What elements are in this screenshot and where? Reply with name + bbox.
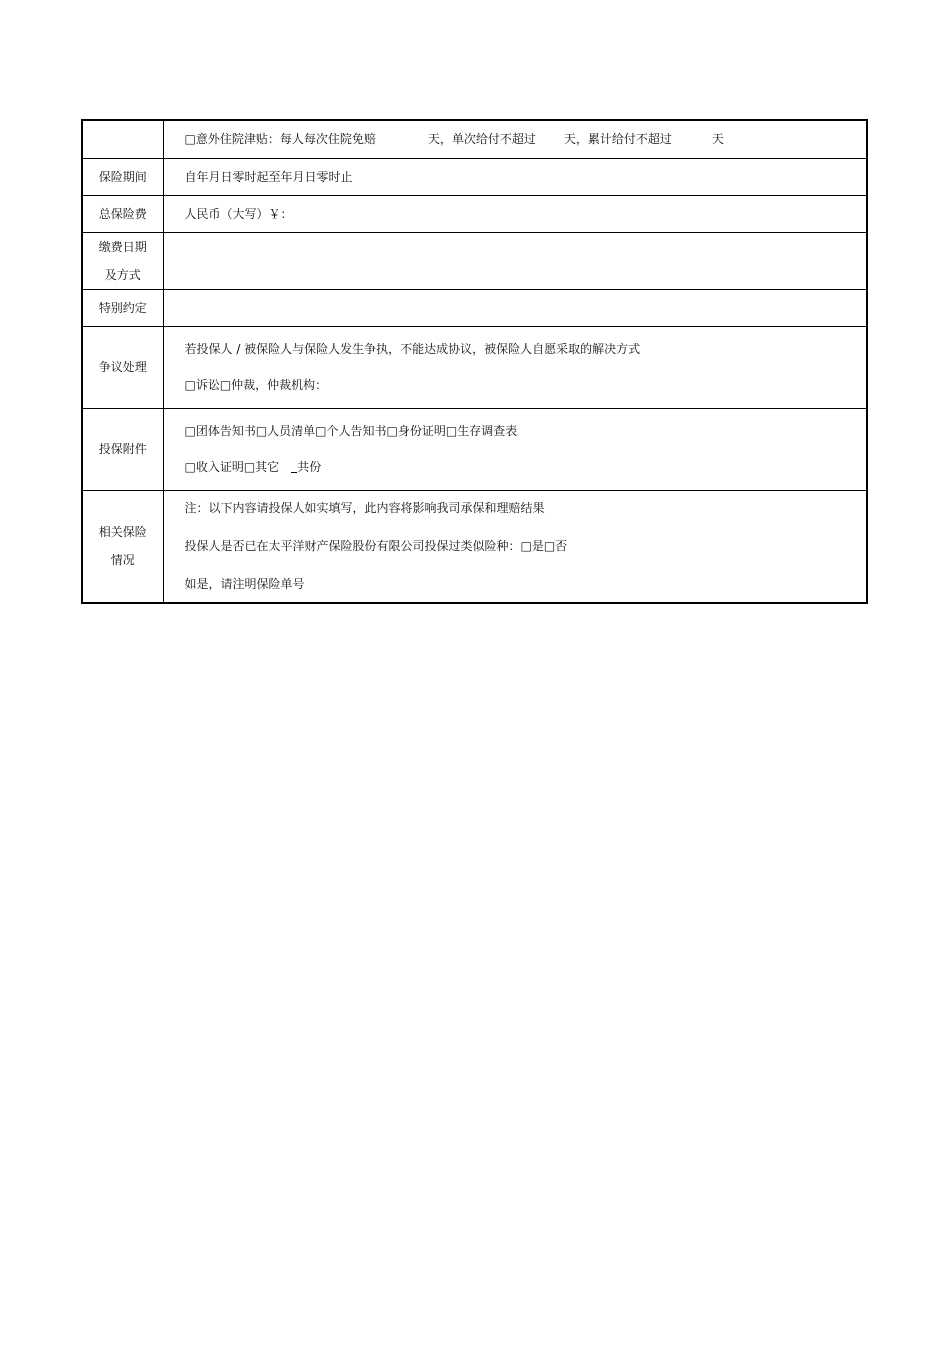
hospital-part4: 天 bbox=[711, 132, 724, 147]
row-hospital-allowance bbox=[82, 120, 867, 158]
special-label: 特别约定 bbox=[82, 289, 163, 326]
payment-label-line1: 缴费日期 bbox=[98, 239, 147, 254]
row-related-insurance bbox=[82, 490, 867, 603]
row-payment-date-method bbox=[82, 232, 867, 289]
attachments-label: 投保附件 bbox=[82, 408, 163, 490]
hospital-label bbox=[82, 120, 163, 158]
dispute-label: 争议处理 bbox=[82, 326, 163, 408]
hospital-line bbox=[185, 133, 859, 145]
dispute-line1: 若投保人 / 被保险人与保险人发生争执，不能达成协议，被保险人自愿采取的解决方式 bbox=[184, 342, 641, 356]
attachments-line2-copies: 共份 bbox=[297, 460, 322, 474]
insurance-application-form bbox=[81, 119, 868, 604]
related-label-line2: 情况 bbox=[110, 553, 135, 568]
premium-content[interactable]: 人民币（大写）￥： bbox=[163, 195, 867, 232]
dispute-line2[interactable]: □诉讼□仲裁，仲裁机构： bbox=[184, 378, 328, 392]
payment-label bbox=[82, 232, 163, 289]
related-line1: 注：以下内容请投保人如实填写，此内容将影响我司承保和理赔结果 bbox=[184, 501, 545, 516]
hospital-part2: 天，单次给付不超过 bbox=[427, 132, 536, 147]
period-label: 保险期间 bbox=[82, 158, 163, 195]
period-content[interactable]: 自年月日零时起至年月日零时止 bbox=[163, 158, 867, 195]
attachments-line2 bbox=[185, 461, 859, 473]
premium-label: 总保险费 bbox=[82, 195, 163, 232]
related-line3[interactable]: 如是，请注明保险单号 bbox=[184, 577, 305, 592]
related-label-line1: 相关保险 bbox=[98, 525, 147, 540]
hospital-part3: 天，累计给付不超过 bbox=[563, 132, 672, 147]
row-application-attachments bbox=[82, 408, 867, 490]
attachments-content bbox=[163, 408, 867, 490]
row-insurance-period bbox=[82, 158, 867, 195]
hospital-part1: □意外住院津贴：每人每次住院免赔 bbox=[184, 132, 376, 147]
related-label bbox=[82, 490, 163, 603]
related-content bbox=[163, 490, 867, 603]
related-line2[interactable]: 投保人是否已在太平洋财产保险股份有限公司投保过类似险种：□是□否 bbox=[184, 539, 568, 554]
special-content[interactable] bbox=[163, 289, 867, 326]
hospital-content bbox=[163, 120, 867, 158]
payment-label-line2: 及方式 bbox=[104, 267, 141, 282]
attachments-line1[interactable]: □团体告知书□人员清单□个人告知书□身份证明□生存调查表 bbox=[184, 424, 518, 438]
row-special-agreement bbox=[82, 289, 867, 326]
dispute-content bbox=[163, 326, 867, 408]
row-total-premium bbox=[82, 195, 867, 232]
row-dispute-resolution bbox=[82, 326, 867, 408]
payment-content[interactable] bbox=[163, 232, 867, 289]
attachments-line2-options[interactable]: □收入证明□其它 bbox=[184, 460, 280, 474]
